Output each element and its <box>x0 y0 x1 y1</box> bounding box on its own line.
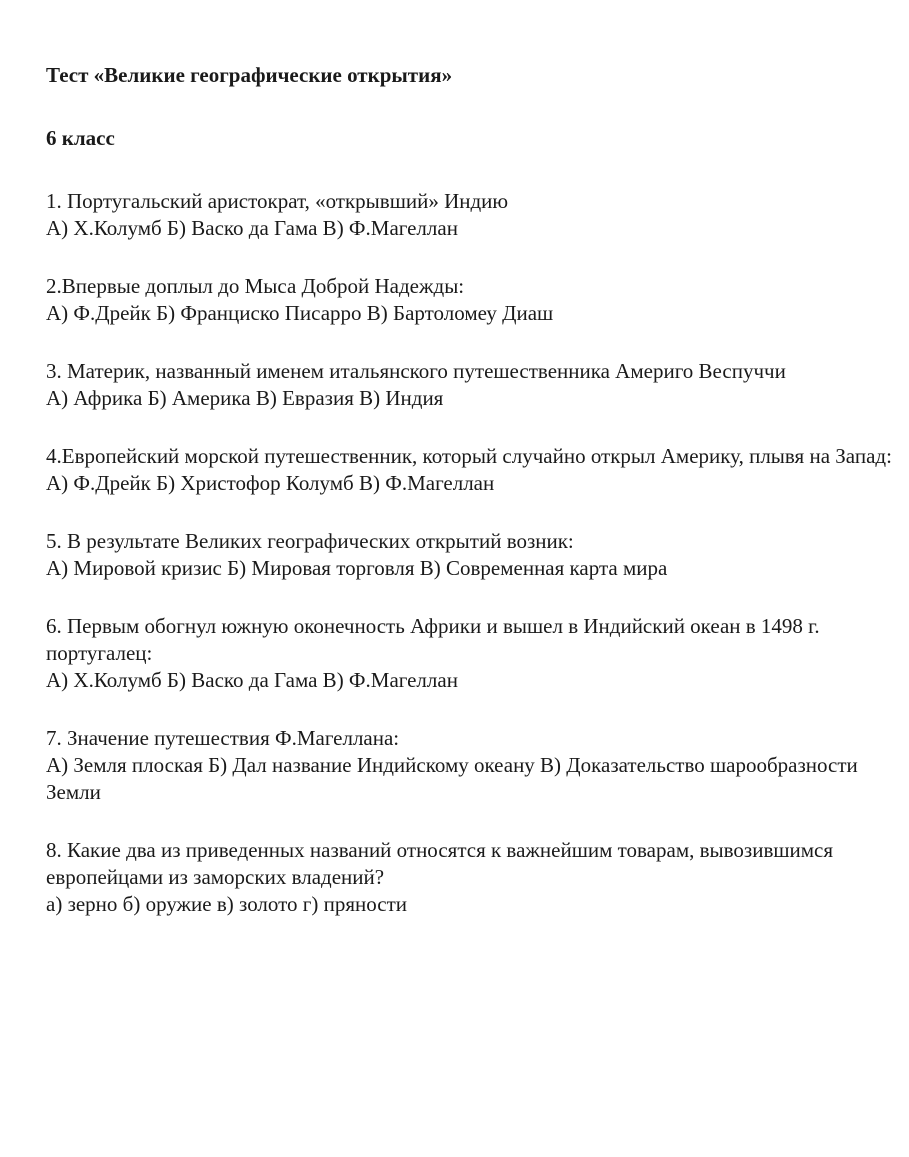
question-text: 6. Первым обогнул южную оконечность Африки и вышел в Индийский океан в 1498 г. португалец: <box>46 614 820 665</box>
question-text: 3. Материк, названный именем итальянского путешественника Америго Веспуччи <box>46 359 786 383</box>
question-options: А) Земля плоская Б) Дал название Индийскому океану В) Доказательство шарообразности Земли <box>46 753 858 804</box>
question-5 <box>46 528 901 582</box>
question-8 <box>46 837 901 918</box>
question-7 <box>46 725 901 806</box>
grade-label: 6 класс <box>46 126 115 150</box>
question-text: 2.Впервые доплыл до Мыса Доброй Надежды: <box>46 274 465 298</box>
question-text: 7. Значение путешествия Ф.Магеллана: <box>46 726 400 750</box>
question-options: А) Мировой кризис Б) Мировая торговля В) Современная карта мира <box>46 556 668 580</box>
document-page <box>46 62 901 918</box>
question-options: А) Ф.Дрейк Б) Христофор Колумб В) Ф.Магеллан <box>46 471 495 495</box>
question-4 <box>46 443 901 497</box>
question-options: А) Х.Колумб Б) Васко да Гама В) Ф.Магеллан <box>46 668 458 692</box>
question-2 <box>46 273 901 327</box>
question-text: 5. В результате Великих географических открытий возник: <box>46 529 574 553</box>
question-3 <box>46 358 901 412</box>
question-text: 4.Европейский морской путешественник, который случайно открыл Америку, плывя на Запад: <box>46 444 892 468</box>
question-6 <box>46 613 901 694</box>
question-options: а) зерно б) оружие в) золото г) пряности <box>46 892 408 916</box>
document-title: Тест «Великие географические открытия» <box>46 63 453 87</box>
question-1 <box>46 188 901 242</box>
question-text: 8. Какие два из приведенных названий относятся к важнейшим товарам, вывозившимся европейцами из заморских владений? <box>46 838 834 889</box>
question-options: А) Ф.Дрейк Б) Франциско Писарро В) Бартоломеу Диаш <box>46 301 554 325</box>
question-text: 1. Португальский аристократ, «открывший» Индию <box>46 189 509 213</box>
question-options: А) Африка Б) Америка В) Евразия В) Индия <box>46 386 444 410</box>
question-options: А) Х.Колумб Б) Васко да Гама В) Ф.Магеллан <box>46 216 458 240</box>
